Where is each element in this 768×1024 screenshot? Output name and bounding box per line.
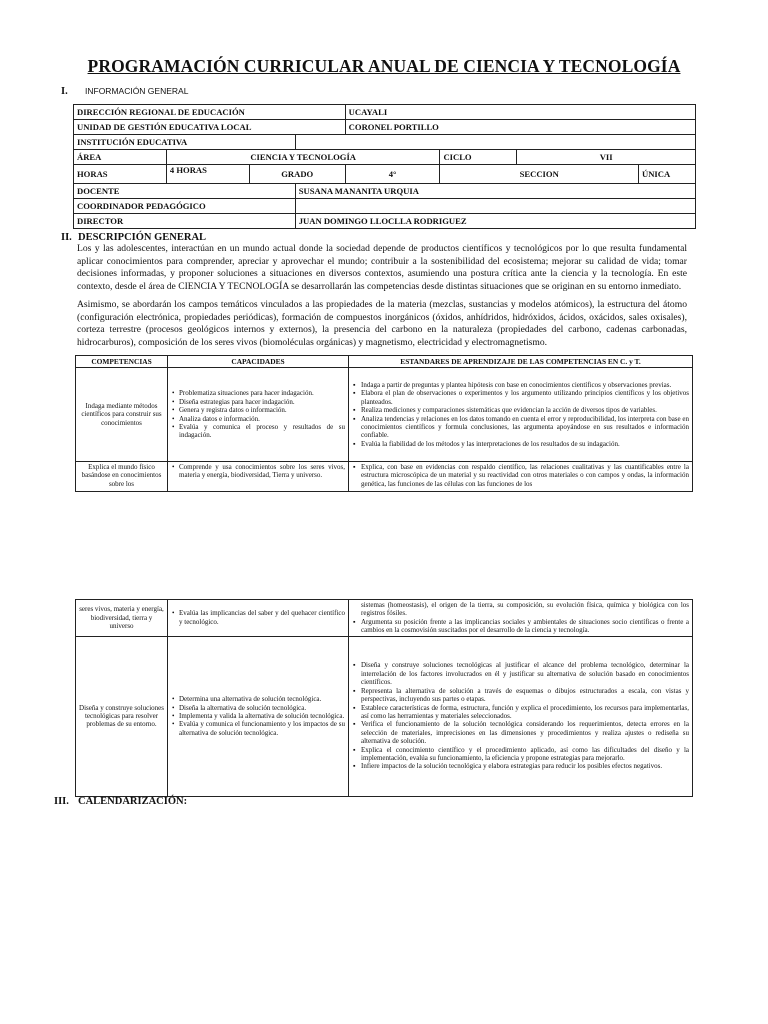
section-1-label: INFORMACIÓN GENERAL — [85, 86, 189, 96]
section-2-label: DESCRIPCIÓN GENERAL — [78, 232, 207, 243]
list-item: • Problematiza situaciones para hacer indagación. — [179, 389, 345, 397]
info-row-area — [74, 150, 696, 165]
director-value: JUAN DOMINGO LLOCLLA RODRIGUEZ — [295, 214, 695, 229]
list-item: ▪ Diseña y construye soluciones tecnológicas al justificar el alcance del problema tecnológico, determinar la interrelación de los factores involucrados en él y justificar su alternativa de solución basado en conocimientos científicos. — [361, 661, 689, 686]
header-competencias: COMPETENCIAS — [76, 356, 168, 368]
info-row-director — [74, 214, 696, 229]
info-row-horas — [74, 165, 696, 184]
table-row — [76, 462, 693, 492]
list-item: • Genera y registra datos o información. — [179, 406, 345, 414]
section-2-heading — [61, 232, 206, 243]
horas-value: 4 HORAS — [166, 165, 249, 184]
standards-explica-part-2 — [349, 600, 693, 637]
competency-disena: Diseña y construye soluciones tecnológicas para resolver problemas de su entorno. — [76, 636, 168, 796]
list-item: ▪ Explica, con base en evidencias con respaldo científico, las relaciones cualitativas y las cuantificables entre la estructura microscópica de un material y su reactividad con otros materiales o con campos y ondas, la información genética, las funciones de las células con las funciones de los — [361, 463, 689, 488]
list-item: ▪ Indaga a partir de preguntas y plantea hipótesis con base en conocimientos científicos y observaciones previas. — [361, 381, 689, 389]
standards-explica-clip — [352, 463, 689, 490]
competencies-table-part-2 — [75, 599, 693, 797]
general-info-table — [73, 104, 696, 229]
competencies-header-row — [76, 356, 693, 368]
section-1-number: I. — [61, 86, 68, 97]
grado-value: 4° — [345, 165, 440, 184]
section-1-heading — [61, 86, 188, 97]
ciclo-label: CICLO — [440, 150, 517, 165]
list-item: ▪ Explica el conocimiento científico y el procedimiento aplicado, así como las dificultades del diseño y la implementación, evalúa su funcionamiento, la eficiencia y propone estrategias para mejorarlo. — [361, 746, 689, 763]
list-item: • Diseña estrategias para hacer indagación. — [179, 398, 345, 406]
docente-label: DOCENTE — [74, 184, 296, 199]
docente-value: SUSANA MANANITA URQUIA — [295, 184, 695, 199]
list-item: ▪ Analiza tendencias y relaciones en los datos tomando en cuenta el error y reproducibilidad, los interpreta con base en conocimientos científicos y formula conclusiones, las argumenta apoyándose en sus resultados e información confiable. — [361, 415, 689, 440]
list-item: ▪ Infiere impactos de la solución tecnológica y elabora estrategias para reducir los posibles efectos negativos. — [361, 762, 689, 770]
grado-label: GRADO — [249, 165, 345, 184]
standards-disena — [349, 636, 693, 796]
list-item: • Analiza datos e información. — [179, 415, 345, 423]
list-item: ▪ Verifica el funcionamiento de la solución tecnológica considerando los requerimientos, detecta errores en la selección de materiales, imprecisiones en las dimensiones y procedimientos y realiza ajustes o rediseña su alternativa de solución. — [361, 720, 689, 745]
capacities-explica-part-1 — [168, 462, 349, 492]
coordinador-value — [295, 199, 695, 214]
list-item: • Evalúa las implicancias del saber y del quehacer científico y tecnológico. — [179, 609, 345, 626]
ie-value — [295, 135, 695, 150]
page-title: PROGRAMACIÓN CURRICULAR ANUAL DE CIENCIA Y TECNOLOGÍA — [87, 56, 681, 76]
list-item: ▪ Elabora el plan de observaciones o experimentos y los argumento utilizando principios científicos y los objetivos planteados. — [361, 389, 689, 406]
list-item: • Evalúa y comunica el funcionamiento y los impactos de su alternativa de solución tecnológica. — [179, 720, 345, 737]
list-item: • Diseña la alternativa de solución tecnológica. — [179, 704, 345, 712]
dre-label: DIRECCIÓN REGIONAL DE EDUCACIÓN — [74, 105, 346, 120]
capacities-indaga — [168, 368, 349, 462]
description-paragraph-1: Los y las adolescentes, interactúan en un mundo actual donde la sociedad depende de productos científicos y tecnológicos por lo que resulta fundamental aplicar conocimientos para comprender, apreciar y aprovechar el mundo; contribuir a la sostenibilidad del ecosistema; mejorar su calidad de vida; tomar decisiones informadas, y proponer soluciones a situaciones en diversos contextos, asumiendo una postura crítica ante la ciencia y la tecnología. En este contexto, desde el área de CIENCIA Y TECNOLOGÍA se desarrollarán las competencias desde distintas situaciones que se originan en su entorno inmediato. — [77, 243, 687, 292]
section-3-label: CALENDARIZACIÓN: — [78, 796, 188, 807]
capacities-disena — [168, 636, 349, 796]
list-item: • Evalúa y comunica el proceso y resultados de su indagación. — [179, 423, 345, 440]
table-row — [76, 368, 693, 462]
list-item: ▪ Realiza mediciones y comparaciones sistemáticas que evidencian la acción de diversos tipos de variables. — [361, 406, 689, 414]
section-3-heading — [54, 796, 187, 807]
info-row-ugel — [74, 120, 696, 135]
seccion-value: ÚNICA — [639, 165, 696, 184]
table-row — [76, 636, 693, 796]
list-item: ▪ Representa la alternativa de solución a través de esquemas o dibujos estructurados a escala, con vistas y perspectivas, incluyendo sus partes o etapas. — [361, 687, 689, 704]
area-label: ÁREA — [74, 150, 167, 165]
competency-indaga: Indaga mediante métodos científicos para construir sus conocimientos — [76, 368, 168, 462]
description-paragraph-2: Asimismo, se abordarán los campos temáticos vinculados a las propiedades de la materia (mezclas, sustancias y modelos atómicos), la estructura del átomo (configuración electrónica, propiedades periódicas), formación de compuestos inorgánicos (óxidos, anhídridos, hidróxidos, ácidos, oxácidos, sales oxisales), corteza terrestre (procesos geológicos internos y externos), la presencia del carbono en la naturaleza (propiedades del carbono, cadenas carbonadas, hidrocarburos), composición de los seres vivos (biomoléculas orgánicas) y magnetismo, electricidad y electromagnetismo. — [77, 299, 687, 348]
list-item: ▪ Establece características de forma, estructura, función y explica el procedimiento, los recursos para implementarlas, así como las herramientas y materiales seleccionados. — [361, 704, 689, 721]
coordinador-label: COORDINADOR PEDAGÓGICO — [74, 199, 296, 214]
header-estandares: ESTANDARES DE APRENDIZAJE DE LAS COMPETENCIAS EN C. y T. — [349, 356, 693, 368]
ugel-value: CORONEL PORTILLO — [345, 120, 695, 135]
capacities-explica-clip — [171, 463, 345, 490]
capacities-explica-part-2 — [168, 600, 349, 637]
list-item: ▪ Evalúa la fiabilidad de los métodos y las interpretaciones de los resultados de su indagación. — [361, 440, 689, 448]
section-2-number: II. — [61, 232, 72, 243]
area-value: CIENCIA Y TECNOLOGÍA — [166, 150, 440, 165]
director-label: DIRECTOR — [74, 214, 296, 229]
competency-explica-part-1 — [76, 462, 168, 492]
ugel-label: UNIDAD DE GESTIÓN EDUCATIVA LOCAL — [74, 120, 346, 135]
info-row-ie — [74, 135, 696, 150]
info-row-coordinador — [74, 199, 696, 214]
competency-explica-text: Explica el mundo físico basándose en conocimientos sobre los — [81, 463, 162, 488]
ciclo-value: VII — [517, 150, 696, 165]
list-item: ▪ Argumenta su posición frente a las implicancias sociales y ambientales de situaciones socio científicas o frente a cambios en la cosmovisión suscitados por el desarrollo de la ciencia y tecnología. — [361, 618, 689, 635]
horas-label: HORAS — [74, 165, 167, 184]
standards-continued-text: sistemas (homeostasis), el origen de la tierra, su composición, su evolución física, química y biológica con los registros fósiles. — [361, 601, 689, 618]
competencies-table-part-1 — [75, 355, 693, 492]
standards-explica-part-1 — [349, 462, 693, 492]
ie-label: INSTITUCIÓN EDUCATIVA — [74, 135, 296, 150]
table-row — [76, 600, 693, 637]
info-row-docente — [74, 184, 696, 199]
standards-indaga — [349, 368, 693, 462]
dre-value: UCAYALI — [345, 105, 695, 120]
list-item: • Comprende y usa conocimientos sobre los seres vivos, materia y energía, biodiversidad, Tierra y universo. — [179, 463, 345, 480]
list-item: • Determina una alternativa de solución tecnológica. — [179, 695, 345, 703]
header-capacidades: CAPACIDADES — [168, 356, 349, 368]
list-item: • Implementa y valida la alternativa de solución tecnológica. — [179, 712, 345, 720]
info-row-dre — [74, 105, 696, 120]
competency-explica-part-2: seres vivos, materia y energía, biodiversidad, tierra y universo — [76, 600, 168, 637]
seccion-label: SECCION — [440, 165, 639, 184]
section-3-number: III. — [54, 796, 69, 807]
